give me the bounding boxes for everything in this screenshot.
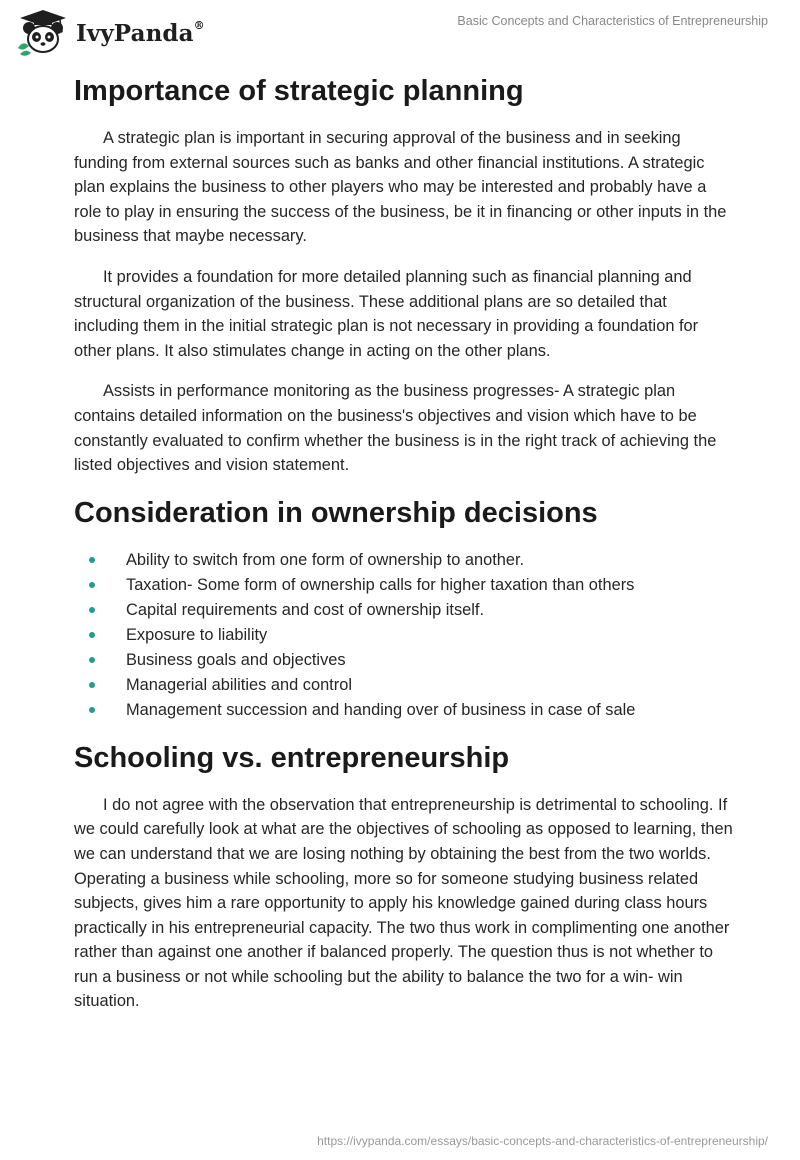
list-item-text: Taxation- Some form of ownership calls for higher taxation than others — [126, 575, 635, 594]
list-item-text: Managerial abilities and control — [126, 675, 352, 694]
brand-name: IvyPanda® — [76, 18, 205, 47]
bullet-icon — [89, 632, 95, 638]
brand-logo[interactable] — [14, 8, 205, 56]
section-heading-strategic-planning: Importance of strategic planning — [74, 75, 524, 107]
list-item — [74, 648, 734, 673]
paragraph: Assists in performance monitoring as the business progresses- A strategic plan contains detailed information on the business's objectives and vision which have to be constantly evaluated to confirm whether the business is in the right track of achieving the listed objectives and vision statement. — [74, 382, 717, 475]
list-item-text: Management succession and handing over of business in case of sale — [126, 700, 636, 719]
ownership-considerations-list — [74, 548, 734, 723]
bullet-icon — [89, 582, 95, 588]
list-item — [74, 698, 734, 723]
section-heading-ownership-decisions: Consideration in ownership decisions — [74, 496, 598, 529]
bullet-icon — [89, 607, 95, 613]
panda-logo-icon — [14, 8, 72, 56]
list-item — [74, 673, 734, 698]
paragraph: A strategic plan is important in securing approval of the business and in seeking funding from external sources such as banks and other financial institutions. A strategic plan explains the business to other players who may be interested and probably have a role to play in ensuring the success of the business, be it in financing or other inputs in the business that maybe necessary. — [74, 129, 727, 246]
list-item-text: Ability to switch from one form of ownership to another. — [126, 550, 525, 569]
bullet-icon — [89, 682, 95, 688]
bullet-icon — [89, 657, 95, 663]
paragraph: It provides a foundation for more detailed planning such as financial planning and structural organization of the business. These additional plans are so detailed that including them in the initial strategic plan is not necessary in providing a foundation for other plans. It also stimulates change in acting on the other plans. — [74, 267, 699, 360]
bullet-icon — [89, 557, 95, 563]
page-header — [0, 0, 800, 60]
list-item — [74, 598, 734, 623]
list-item — [74, 548, 734, 573]
list-item-text: Business goals and objectives — [126, 650, 346, 669]
list-item — [74, 573, 734, 598]
section-heading-schooling-vs-entrepreneurship: Schooling vs. entrepreneurship — [74, 741, 510, 774]
source-url-link[interactable]: https://ivypanda.com/essays/basic-concepts-and-characteristics-of-entrepreneurship/ — [317, 1134, 768, 1148]
document-title: Basic Concepts and Characteristics of Entrepreneurship — [457, 14, 768, 28]
paragraph: I do not agree with the observation that entrepreneurship is detrimental to schooling. If we could carefully look at what are the objectives of schooling as opposed to learning, then we can understand that we are losing nothing by obtaining the best from the two worlds. Operating a business while schooling, more so for someone studying business related subjects, gives him a rare opportunity to apply his knowledge gained during class hours practically in his entrepreneurial capacity. The two thus work in complimenting one another rather than against one another if balanced properly. The question thus is not whether to run a business or not while schooling but the ability to balance the two for a win- win situation. — [74, 795, 733, 1011]
list-item — [74, 623, 734, 648]
list-item-text: Capital requirements and cost of ownership itself. — [126, 600, 485, 619]
bullet-icon — [89, 707, 95, 713]
list-item-text: Exposure to liability — [126, 625, 268, 644]
essay-content — [74, 72, 734, 1030]
